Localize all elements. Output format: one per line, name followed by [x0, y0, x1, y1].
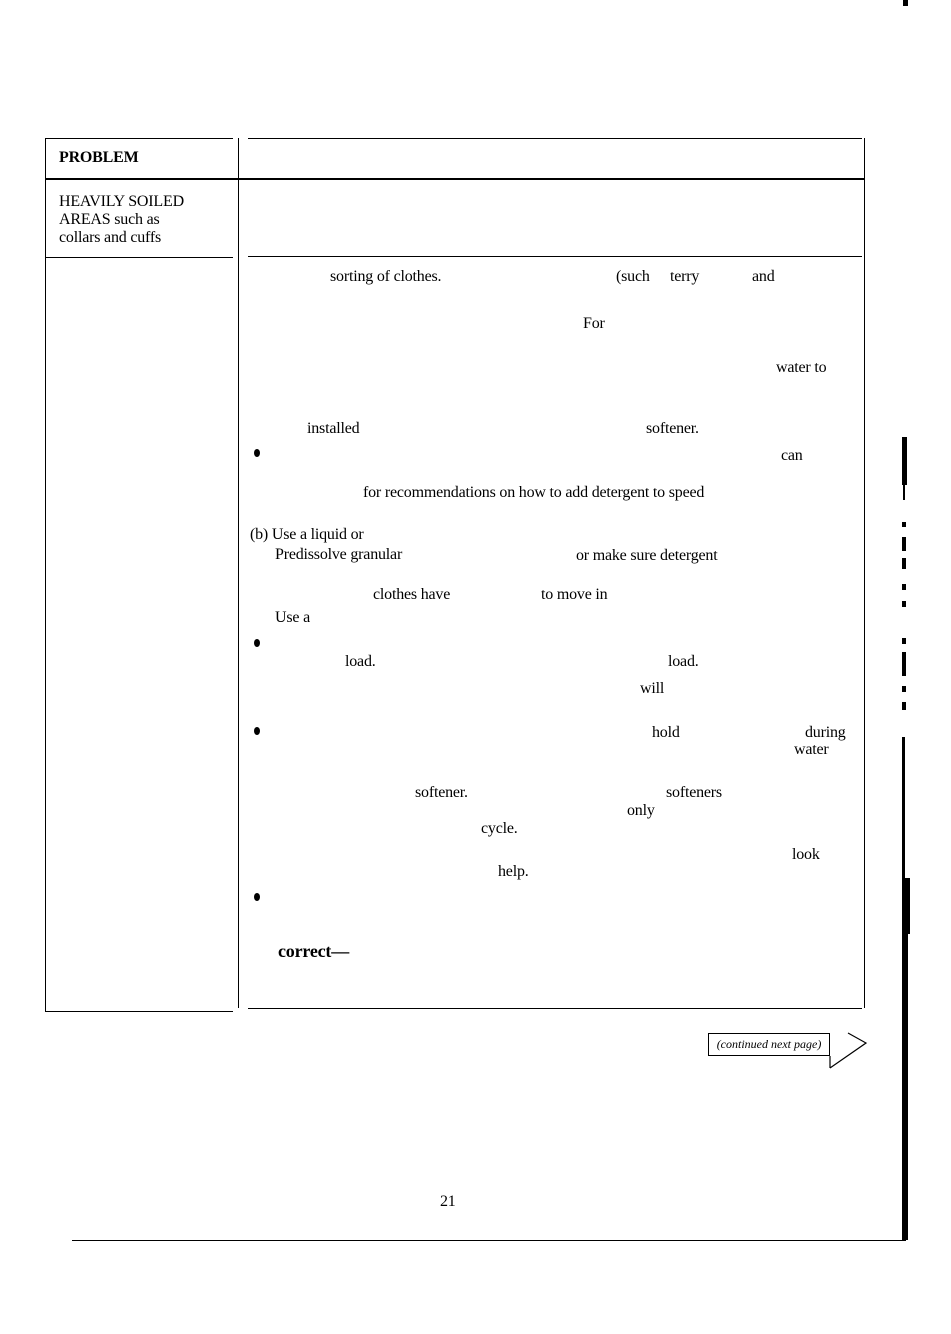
left-header-top-rule	[45, 138, 233, 139]
edge-mark	[902, 601, 906, 607]
fragment-and: and	[752, 268, 775, 285]
fragment-sorting: sorting of clothes.	[330, 268, 442, 285]
fragment-recommendations: for recommendations on how to add detergent to speed	[363, 484, 705, 501]
right-header-top-rule	[248, 138, 862, 139]
fragment-only: only	[627, 802, 655, 819]
edge-mark	[902, 638, 906, 644]
left-bottom-rule	[45, 1011, 233, 1012]
edge-mark	[902, 652, 906, 676]
bullet-3	[254, 727, 260, 735]
header-bottom-rule	[45, 178, 864, 180]
fragment-hold: hold	[652, 724, 680, 741]
bullet-1	[254, 449, 260, 457]
edge-mark	[902, 934, 908, 1240]
continued-next-page-box: (continued next page)	[708, 1033, 830, 1056]
problem-header: PROBLEM	[59, 149, 139, 166]
fragment-for: For	[583, 315, 605, 332]
fragment-water: water	[794, 741, 829, 758]
fragment-terry: terry	[670, 268, 700, 285]
fragment-use-a: Use a	[275, 609, 310, 626]
left-column-divider	[238, 138, 239, 1008]
fragment-softener-2: softener.	[415, 784, 468, 801]
fragment-use-liquid: (b) Use a liquid or	[250, 526, 364, 543]
fragment-look: look	[792, 846, 820, 863]
fragment-water-to: water to	[776, 359, 827, 376]
problem-line-2: AREAS such as	[59, 211, 160, 228]
fragment-to-move-in: to move in	[541, 586, 608, 603]
right-outer-border	[864, 138, 865, 1008]
fragment-load-1: load.	[345, 653, 376, 670]
fragment-cycle: cycle.	[481, 820, 518, 837]
fragment-help: help.	[498, 863, 529, 880]
bullet-2	[254, 639, 260, 647]
left-outer-border	[45, 138, 46, 1012]
right-bottom-rule	[248, 1008, 862, 1009]
fragment-will: will	[640, 680, 665, 697]
edge-mark	[902, 558, 906, 569]
fragment-predissolve: Predissolve granular	[275, 546, 403, 563]
edge-mark	[903, 0, 908, 6]
fragment-make-sure: or make sure detergent	[576, 547, 718, 564]
fragment-such: (such	[616, 268, 650, 285]
edge-mark	[902, 702, 906, 710]
bullet-4	[254, 893, 260, 901]
edge-mark	[902, 584, 906, 590]
problem-line-1: HEAVILY SOILED	[59, 193, 184, 210]
right-row-rule	[248, 256, 862, 257]
fragment-load-2: load.	[668, 653, 699, 670]
fragment-clothes-have: clothes have	[373, 586, 451, 603]
edge-mark	[902, 437, 907, 485]
page-number: 21	[440, 1193, 456, 1210]
fragment-installed: installed	[307, 420, 360, 437]
edge-mark	[902, 686, 906, 692]
edge-mark	[902, 737, 905, 878]
fragment-correct: correct—	[278, 941, 350, 961]
problem-line-3: collars and cuffs	[59, 229, 162, 246]
fragment-softener-1: softener.	[646, 420, 699, 437]
edge-mark	[903, 485, 905, 500]
fragment-softeners: softeners	[666, 784, 722, 801]
footer-rule	[72, 1240, 906, 1241]
left-row-rule	[45, 257, 233, 258]
edge-mark	[902, 537, 906, 551]
fragment-during: during	[805, 724, 846, 741]
fragment-can: can	[781, 447, 803, 464]
edge-mark	[902, 878, 910, 934]
continued-arrow-icon	[826, 1030, 870, 1070]
edge-mark	[902, 522, 906, 527]
